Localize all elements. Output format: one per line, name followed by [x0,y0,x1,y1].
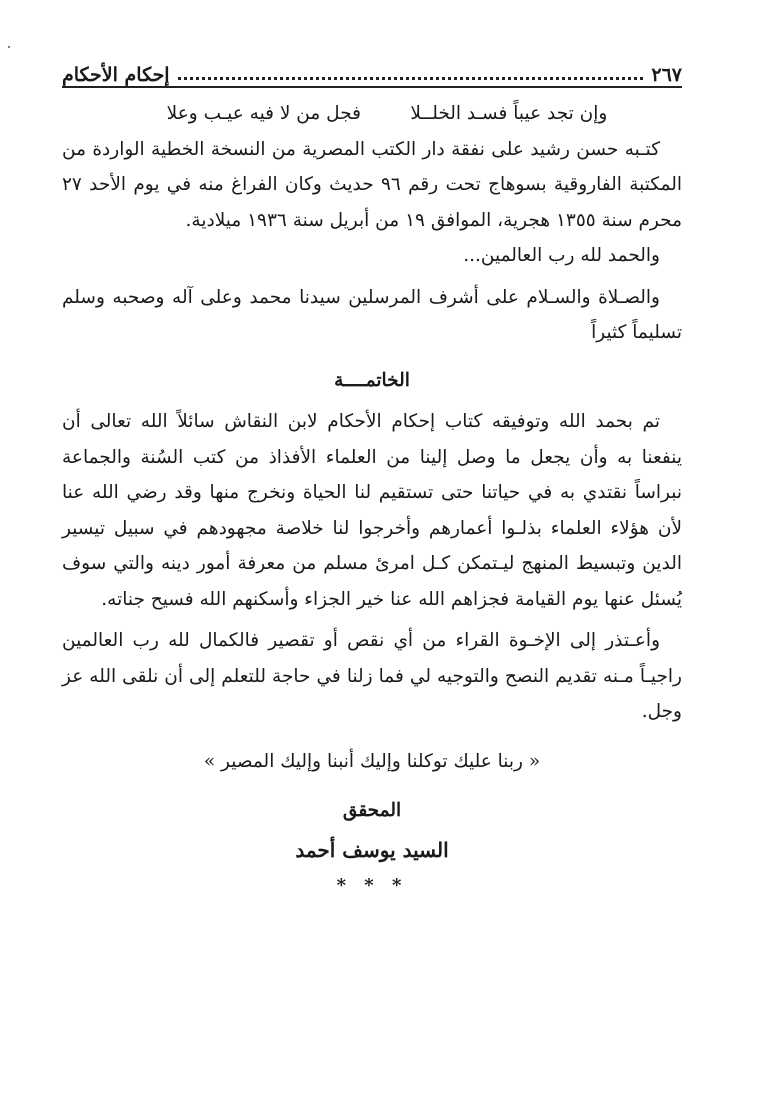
verse-line [62,96,682,132]
running-title: إحكام الأحكام [62,64,170,86]
closing-quote: « ربنا عليك توكلنا وإليك أنبنا وإليك المصير » [203,750,541,772]
apology-paragraph: وأعـتذر إلى الإخـوة القراء من أي نقص أو تقصير فالكمال لله رب العالمين راجيـاً مـنه تقديم النصح والتوجيه لي فما زلنا في حاجة للتعلم إلى أن نلقى الله عز وجل. [62,630,682,722]
end-mark: * * * [336,875,408,896]
investigator-label: المحقق [342,800,402,821]
conclusion-heading: الخاتمــــة [334,369,410,391]
salutation-paragraph: والصـلاة والسـلام على أشرف المرسلين سيدنا محمد وعلى آله وصحبه وسلم تسليماً كثيراً [62,286,682,343]
verse-hemistich-first: وإن تجد عيباً فسـد الخلــلا [410,103,608,124]
investigator-name: السيد يوسف أحمد [295,837,449,862]
scan-speck [8,46,10,48]
praise-line: والحمد لله رب العالمين... [463,245,660,266]
header-leader-dots [178,77,644,80]
conclusion-paragraph: تم بحمد الله وتوفيقه كتاب إحكام الأحكام لابن النقاش سائلاً الله تعالى أن ينفعنا به وأن يجعل ما وصل إلينا من العلماء الأفذاذ من كتب السُنة والجماعة نبراساً نقتدي به في حياتنا حتى تستقيم لنا الحياة ونخرج منها وقد رضي الله عنا لأن هؤلاء العلماء بذلـوا أعمارهم وأخرجوا لنا خلاصة مجهودهم في سبيل تيسير الدين وتبسيط المنهج ليـتمكن كـل امرئ مسلم من معرفة أمور دينه والتي سوف يُسئل عنها يوم القيامة فجزاهم الله عنا خير الجزاء وأسكنهم الله فسيح جناته. [62,411,682,610]
page-body [62,96,682,904]
colophon-paragraph: كتـبه حسن رشيد على نفقة دار الكتب المصرية من النسخة الخطية الواردة من المكتبة الفاروقية بسوهاج تحت رقم ٩٦ حديث وكان الفراغ منه في يوم الأحد ٢٧ محرم سنة ١٣٥٥ هجرية، الموافق ١٩ من أبريل سنة ١٩٣٦ ميلادية. [62,138,682,231]
page-header [62,52,682,88]
page-number: ٢٦٧ [651,64,682,86]
verse-hemistich-second: فجل من لا فيه عيـب وعلا [166,103,361,124]
